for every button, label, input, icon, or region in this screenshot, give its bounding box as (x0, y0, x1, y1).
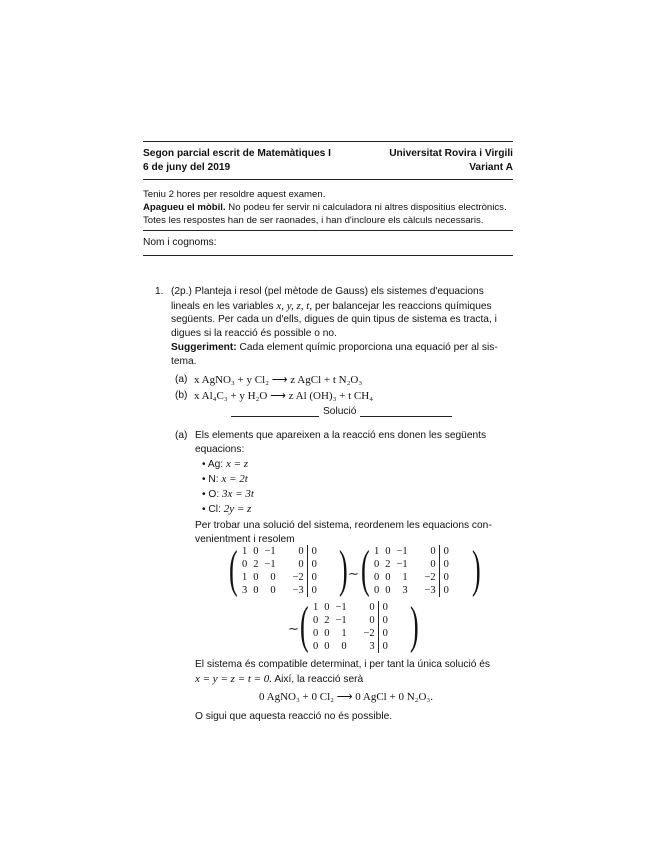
matrix-cell: −1 (264, 546, 276, 557)
exam-date: 6 de juny del 2019 (143, 162, 231, 173)
solution-rule-left (231, 416, 319, 417)
header-top-rule (143, 141, 513, 142)
matrix-cell: −1 (335, 615, 347, 626)
matrix-1-left-paren: ( (229, 541, 238, 598)
matrix-row (239, 545, 320, 558)
matrix-cell: 0 (307, 571, 320, 584)
matrix-row (239, 558, 320, 571)
matrix-cell: 2 (385, 559, 391, 570)
matrix-2-right-paren: ) (472, 541, 481, 598)
equation-item: • N: x = 2t (202, 473, 248, 485)
result-formula: 0 AgNO₃ + 0 Cl₂ ⟶ 0 AgCl + 0 N₂O₃. (259, 691, 434, 703)
instructions-rule (143, 230, 513, 231)
problem-line-2b: per balancejar les reaccions químiques (314, 301, 492, 312)
augmented-matrix-2 (371, 545, 452, 597)
equation-element: Ag: (207, 459, 224, 470)
matrix-cell: 0 (298, 546, 304, 557)
matrix-cell: 0 (324, 602, 330, 613)
matrix-cell: 0 (378, 601, 391, 614)
reorder-line-2: venientment i resolem (195, 534, 295, 545)
matrix-row (371, 558, 452, 571)
matrix-cell: −1 (335, 602, 347, 613)
matrix-cell: 3 (242, 585, 248, 596)
matrix-cell: 0 (307, 545, 320, 558)
augmented-matrix-1 (239, 545, 320, 597)
matrix-row (310, 640, 391, 653)
matrix-cell: 0 (253, 546, 259, 557)
instruction-mobile-rest: No podeu fer servir ni calculadora ni altres dispositius electrònics. (228, 202, 507, 213)
equation-element: Cl: (208, 504, 221, 515)
matrix-cell: 0 (385, 572, 391, 583)
matrix-3-left-paren: ( (300, 597, 309, 654)
row-equivalence-tilde: ∼ (288, 621, 299, 636)
reaction-a-formula: x AgNO₃ + y Cl₂ ⟶ z AgCl + t N₂O₃ (194, 374, 363, 386)
matrix-cell: 1 (313, 602, 319, 613)
matrix-cell: 0 (378, 640, 391, 653)
reaction-b-formula: x Al₄C₃ + y H₂O ⟶ z Al (OH)₃ + t CH₄ (194, 390, 374, 402)
matrix-cell: 0 (270, 572, 276, 583)
hint-text: Cada element químic proporciona una equació per al sis- (239, 342, 498, 353)
matrix-cell: 0 (374, 585, 380, 596)
matrix-cell: −1 (264, 559, 276, 570)
matrix-row (371, 545, 452, 558)
matrix-cell: 0 (385, 585, 391, 596)
conclusion-line-1: El sistema és compatible determinat, i per tant la única solució és (195, 659, 491, 670)
matrix-cell: 2 (253, 559, 259, 570)
name-rule[interactable] (143, 255, 513, 256)
equation-element: O: (208, 489, 220, 500)
matrix-cell: 0 (374, 572, 380, 583)
conclusion-text: Així, la reacció serà (274, 674, 364, 685)
equation-expression: 2y = z (223, 503, 252, 515)
problem-variables: x, y, z, t, (276, 300, 313, 312)
problem-line-4: digues si la reacció és possible o no. (171, 328, 337, 339)
equation-item: • O: 3x = 3t (202, 488, 254, 500)
matrix-cell: 0 (439, 545, 452, 558)
reaction-b-label: (b) (175, 390, 188, 401)
matrix-cell: 1 (341, 628, 347, 639)
matrix-cell: −1 (396, 559, 408, 570)
problem-line-1: (2p.) Planteja i resol (pel mètode de Gauss) els sistemes d'equacions (171, 286, 484, 297)
equation-expression: x = 2t (221, 473, 248, 485)
matrix-cell: 0 (324, 641, 330, 652)
matrix-cell: 0 (324, 628, 330, 639)
matrix-cell: 0 (430, 559, 436, 570)
conclusion-line-2 (195, 673, 363, 685)
hint-line (171, 342, 498, 353)
solution-part-label: (a) (175, 430, 188, 441)
problem-number: 1. (155, 286, 164, 297)
matrix-cell: 0 (313, 641, 319, 652)
matrix-cell: −1 (396, 546, 408, 557)
equation-expression: x = z (225, 458, 249, 470)
matrix-cell: 0 (253, 572, 259, 583)
matrix-cell: 0 (369, 615, 375, 626)
solution-heading: Solució (323, 406, 357, 417)
matrix-row (239, 571, 320, 584)
matrix-cell: −3 (292, 585, 304, 596)
exam-title: Segon parcial escrit de Matemàtiques I (143, 148, 331, 159)
matrix-cell: 0 (374, 559, 380, 570)
instruction-reasoning: Totes les respostes han de ser raonades, i han d'incloure els càlculs necessaris. (143, 215, 484, 226)
matrix-3-right-paren: ) (410, 597, 419, 654)
matrix-cell: −3 (424, 585, 436, 596)
matrix-cell: 0 (253, 585, 259, 596)
matrix-cell: 0 (270, 585, 276, 596)
matrix-cell: 0 (378, 614, 391, 627)
solution-rule-right (360, 416, 452, 417)
matrix-cell: 0 (341, 641, 347, 652)
problem-line-2a: lineals en les variables (171, 301, 274, 312)
matrix-cell: 0 (369, 602, 375, 613)
solution-intro-2: equacions: (195, 444, 245, 455)
university-name: Universitat Rovira i Virgili (389, 148, 513, 159)
matrix-cell: −2 (292, 572, 304, 583)
matrix-cell: 0 (307, 558, 320, 571)
matrix-cell: 0 (439, 558, 452, 571)
matrix-cell: 1 (242, 572, 248, 583)
matrix-cell: −2 (424, 572, 436, 583)
final-statement: O sigui que aquesta reacció no és possible. (195, 711, 393, 722)
equation-item: • Cl: 2y = z (202, 503, 252, 515)
matrix-cell: 0 (313, 628, 319, 639)
matrix-1-right-paren: ) (339, 541, 348, 598)
matrix-cell: −2 (363, 628, 375, 639)
matrix-cell: 2 (324, 615, 330, 626)
matrix-row (310, 601, 391, 614)
hint-label: Suggeriment: (171, 342, 237, 353)
instruction-mobile (143, 202, 507, 213)
solution-intro-1: Els elements que apareixen a la reacció ens donen les següents (195, 430, 487, 441)
matrix-cell: 3 (402, 585, 408, 596)
hint-line-2: tema. (171, 356, 197, 367)
problem-line-3: següents. Per cada un d'ells, digues de quin tipus de sistema es tracta, i (171, 314, 497, 325)
matrix-cell: 1 (374, 546, 380, 557)
row-equivalence-tilde: ∼ (348, 566, 359, 581)
matrix-cell: 0 (307, 584, 320, 597)
instruction-time: Teniu 2 hores per resoldre aquest examen. (143, 189, 326, 200)
matrix-2-left-paren: ( (361, 541, 370, 598)
matrix-row (310, 627, 391, 640)
matrix-cell: 0 (385, 546, 391, 557)
equation-expression: 3x = 3t (222, 488, 254, 500)
matrix-cell: 0 (298, 559, 304, 570)
augmented-matrix-3 (310, 601, 391, 653)
matrix-cell: 0 (430, 546, 436, 557)
matrix-cell: 0 (313, 615, 319, 626)
reaction-a-label: (a) (175, 374, 188, 385)
equation-element: N: (208, 474, 219, 485)
matrix-cell: 1 (242, 546, 248, 557)
exam-variant: Variant A (469, 162, 513, 173)
reorder-line-1: Per trobar una solució del sistema, reordenem les equacions con- (195, 520, 492, 531)
instruction-mobile-bold: Apagueu el mòbil. (143, 202, 226, 213)
matrix-cell: 3 (369, 641, 375, 652)
matrix-cell: 0 (439, 584, 452, 597)
matrix-row (371, 571, 452, 584)
header-bottom-rule (143, 179, 513, 180)
matrix-cell: 0 (439, 571, 452, 584)
matrix-cell: 0 (378, 627, 391, 640)
problem-line-2 (171, 300, 492, 312)
matrix-cell: 0 (242, 559, 248, 570)
conclusion-math: x = y = z = t = 0. (195, 673, 273, 685)
equation-item: • Ag: x = z (202, 458, 249, 470)
name-label: Nom i cognoms: (143, 237, 217, 248)
matrix-cell: 1 (402, 572, 408, 583)
matrix-row (310, 614, 391, 627)
